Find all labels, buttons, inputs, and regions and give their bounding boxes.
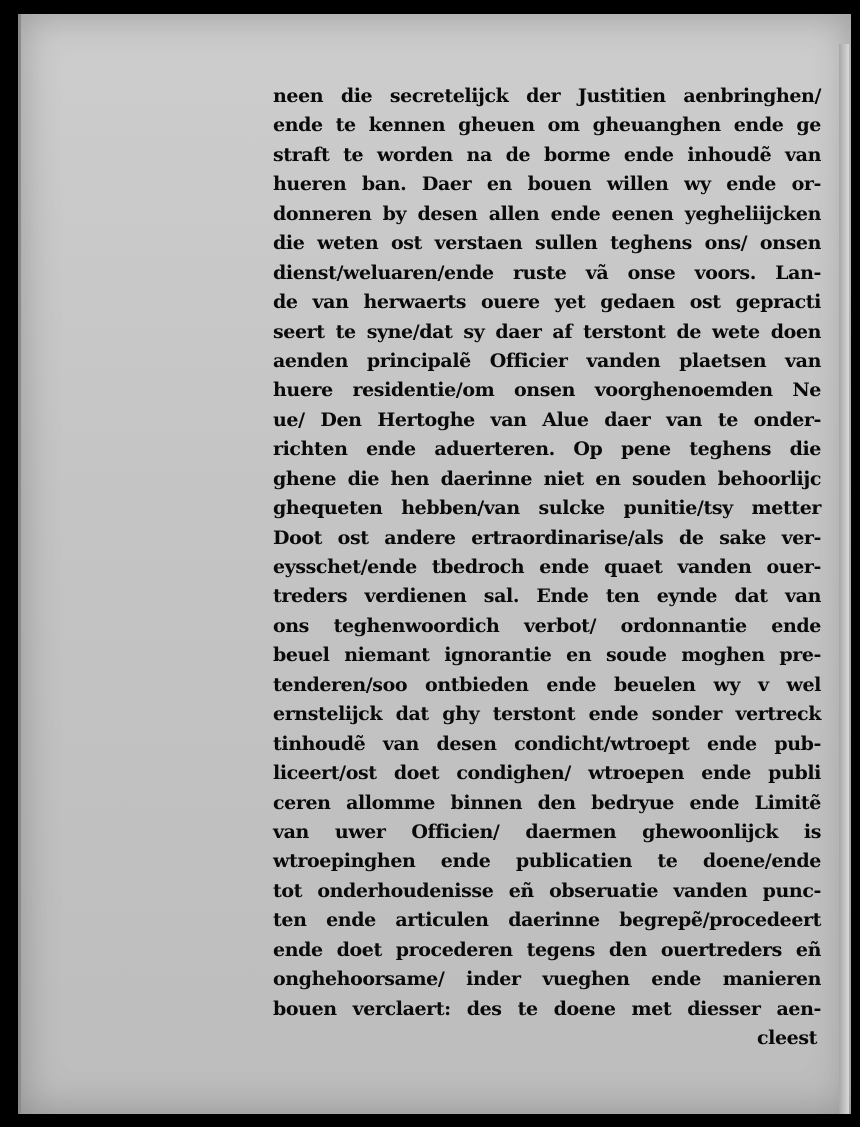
text-line: hueren ban. Daer en bouen willen wy ende or-: [273, 173, 821, 196]
text-line: tot onderhoudenisse eñ obseruatie vanden punc-: [273, 879, 821, 902]
text-line: treders verdienen sal. Ende ten eynde dat van: [273, 585, 821, 608]
text-line: ten ende articulen daerinne begrepẽ/procedeert: [273, 909, 821, 932]
text-line: ghene die hen daerinne niet en souden behoorlijc: [273, 467, 821, 490]
text-line: tenderen/soo ontbieden ende beuelen wy v wel: [273, 673, 821, 696]
text-line: beuel niemant ignorantie en soude moghen pre-: [273, 644, 821, 667]
text-line: neen die secretelijck der Justitien aenbringhen/: [273, 85, 821, 107]
text-line: Doot ost andere ertraordinarise/als de sake ver-: [273, 526, 821, 549]
text-line: die weten ost verstaen sullen teghens ons/ onsen: [273, 232, 821, 255]
text-line: huere residentie/om onsen voorghenoemden Ne: [273, 379, 821, 402]
text-line: liceert/ost doet condighen/ wtroepen ende publi: [273, 762, 821, 785]
catchword: cleest: [756, 1027, 817, 1049]
text-line: ons teghenwoordich verbot/ ordonnantie ende: [273, 614, 821, 637]
text-line: ernstelijck dat ghy terstont ende sonder vertreck: [273, 703, 821, 726]
text-line: ghequeten hebben/van sulcke punitie/tsy metter: [273, 497, 821, 520]
text-line: aenden principalẽ Officier vanden plaetsen van: [273, 349, 821, 372]
text-line: van uwer Officien/ daermen ghewoonlijck is: [273, 820, 821, 843]
text-line: wtroepinghen ende publicatien te doene/ende: [273, 850, 821, 873]
text-line: richten ende aduerteren. Op pene teghens die: [273, 438, 821, 461]
text-line: dienst/weluaren/ende ruste vã onse voors. Lan-: [273, 261, 821, 284]
text-line: straft te worden na de borme ende inhoudẽ van: [273, 143, 821, 166]
text-line: eysschet/ende tbedroch ende quaet vanden ouer-: [273, 556, 821, 578]
page-edge: [839, 44, 849, 1114]
text-line: ende doet procederen tegens den ouertreders eñ: [273, 938, 821, 961]
document-page: [18, 14, 851, 1114]
text-line: donneren by desen allen ende eenen yegheliijcken: [273, 202, 821, 225]
text-line: seert te syne/dat sy daer af terstont de wete doen: [273, 320, 821, 343]
text-block: [273, 82, 821, 1053]
text-line: onghehoorsame/ inder vueghen ende manieren: [273, 968, 821, 991]
text-line: ende te kennen gheuen om gheuanghen ende ge: [273, 114, 821, 137]
text-line: tinhoudẽ van desen condicht/wtroept ende pub-: [273, 732, 821, 755]
text-line: ceren allomme binnen den bedryue ende Limitẽ: [273, 791, 821, 814]
text-line: de van herwaerts ouere yet gedaen ost gepracti: [273, 291, 821, 314]
text-line: ue/ Den Hertoghe van Alue daer van te onder-: [273, 408, 821, 431]
text-line: bouen verclaert: des te doene met diesser aen-: [273, 997, 821, 1020]
